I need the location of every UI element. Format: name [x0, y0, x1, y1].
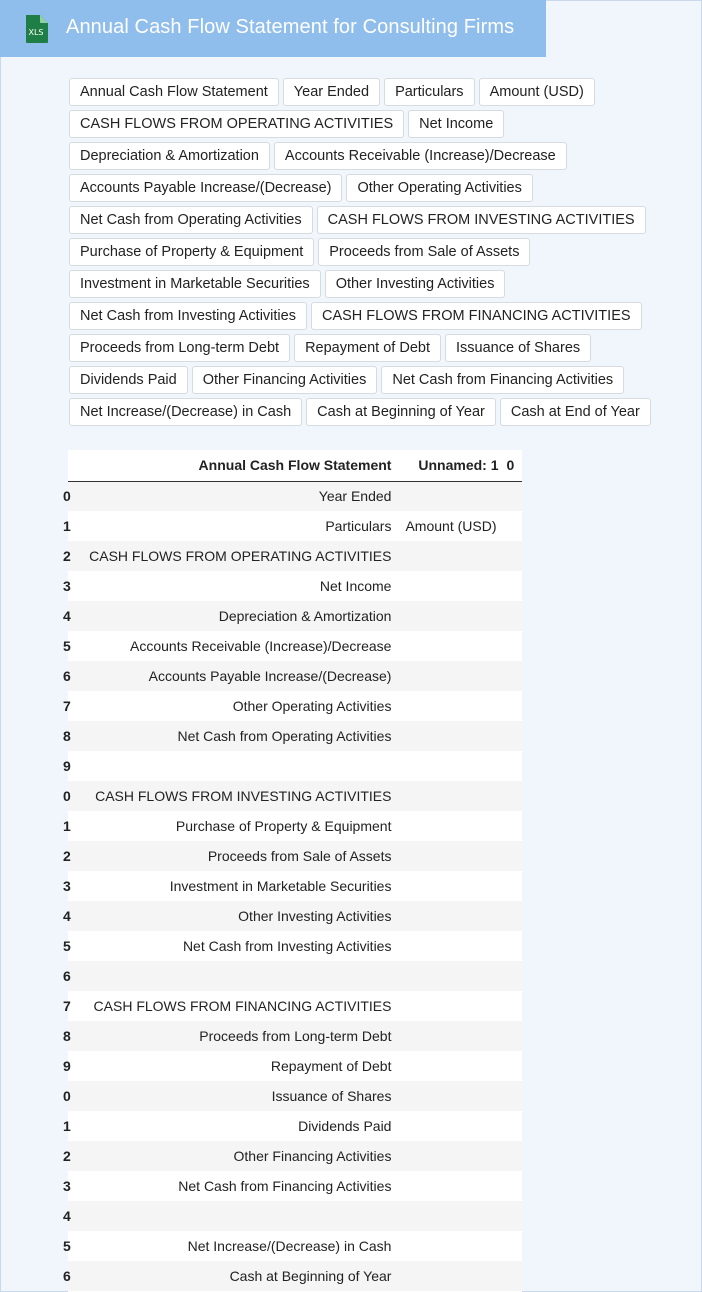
row-unnamed-cell: [397, 661, 502, 691]
row-unnamed-cell: [397, 721, 502, 751]
row-unnamed-cell: [397, 991, 502, 1021]
row-label-cell: Purchase of Property & Equipment: [76, 811, 398, 841]
row-zero-cell: [503, 1051, 523, 1081]
column-chip[interactable]: Annual Cash Flow Statement: [69, 78, 279, 106]
row-index-cell: [63, 721, 76, 751]
row-index-cell: [63, 541, 76, 571]
column-chip[interactable]: CASH FLOWS FROM INVESTING ACTIVITIES: [317, 206, 646, 234]
row-unnamed-cell: [397, 811, 502, 841]
row-unnamed-cell: [397, 1051, 502, 1081]
row-index: 2: [63, 848, 71, 864]
app-header: [0, 0, 546, 57]
row-index-cell: [63, 811, 76, 841]
column-chip[interactable]: Year Ended: [283, 78, 380, 106]
row-index-cell: [63, 1261, 76, 1291]
row-index-cell: [63, 661, 76, 691]
row-index-cell: [63, 1231, 76, 1261]
table-row: [68, 811, 522, 841]
row-index: 6: [63, 668, 71, 684]
excel-icon-label: XLS: [28, 28, 44, 37]
table-row: [68, 721, 522, 751]
row-index-cell: [63, 691, 76, 721]
row-zero-cell: [503, 931, 523, 961]
row-zero-cell: [503, 1021, 523, 1051]
table-row: [68, 1051, 522, 1081]
table-row: [68, 661, 522, 691]
row-zero-cell: [503, 901, 523, 931]
row-zero-cell: [503, 481, 523, 511]
row-index: 8: [63, 1028, 71, 1044]
row-unnamed-cell: [397, 571, 502, 601]
row-unnamed-cell: [397, 1021, 502, 1051]
row-label-cell: Depreciation & Amortization: [76, 601, 398, 631]
row-label-cell: Other Investing Activities: [76, 901, 398, 931]
row-index-cell: [63, 1171, 76, 1201]
row-unnamed-cell: [397, 1231, 502, 1261]
column-chip[interactable]: Depreciation & Amortization: [69, 142, 270, 170]
row-zero-cell: [503, 1261, 523, 1291]
row-label-cell: Particulars: [76, 511, 398, 541]
row-label-cell: [76, 751, 398, 781]
row-label-cell: Other Operating Activities: [76, 691, 398, 721]
row-unnamed-cell: [397, 481, 502, 511]
row-label-cell: Year Ended: [76, 481, 398, 511]
row-zero-cell: [503, 1111, 523, 1141]
row-zero-cell: [503, 721, 523, 751]
row-label-cell: [76, 1201, 398, 1231]
row-label-cell: Proceeds from Long-term Debt: [76, 1021, 398, 1051]
row-index-cell: [63, 781, 76, 811]
row-unnamed-cell: [397, 1171, 502, 1201]
row-unnamed-cell: [397, 1081, 502, 1111]
row-index: 5: [63, 1238, 71, 1254]
row-zero-cell: [503, 991, 523, 1021]
column-header-zero: 0: [503, 450, 523, 481]
row-unnamed-cell: [397, 901, 502, 931]
table-row: [68, 1081, 522, 1111]
row-unnamed-cell: [397, 781, 502, 811]
row-unnamed-cell: [397, 1201, 502, 1231]
row-unnamed-cell: [397, 751, 502, 781]
column-chip[interactable]: Purchase of Property & Equipment: [69, 238, 314, 266]
row-unnamed-cell: [397, 871, 502, 901]
column-chip[interactable]: CASH FLOWS FROM FINANCING ACTIVITIES: [311, 302, 642, 330]
column-chip[interactable]: Net Cash from Operating Activities: [69, 206, 313, 234]
row-index: 3: [63, 1178, 71, 1194]
row-index: 0: [63, 1088, 71, 1104]
row-unnamed-cell: [397, 1261, 502, 1291]
row-label-cell: Proceeds from Sale of Assets: [76, 841, 398, 871]
row-index: 3: [63, 878, 71, 894]
row-index-cell: [63, 751, 76, 781]
table-row: [68, 1171, 522, 1201]
row-zero-cell: [503, 571, 523, 601]
row-unnamed-cell: [397, 931, 502, 961]
table-row: [68, 1261, 522, 1291]
row-label-cell: Accounts Payable Increase/(Decrease): [76, 661, 398, 691]
row-index-cell: [63, 841, 76, 871]
column-header-name: Annual Cash Flow Statement: [76, 450, 398, 481]
column-chip[interactable]: Issuance of Shares: [445, 334, 591, 362]
row-unnamed-cell: [397, 961, 502, 991]
row-index: 4: [63, 908, 71, 924]
data-table-container: [63, 450, 522, 1292]
table-row: [68, 481, 522, 511]
row-zero-cell: [503, 781, 523, 811]
column-chip[interactable]: Cash at End of Year: [500, 398, 651, 426]
row-label-cell: CASH FLOWS FROM FINANCING ACTIVITIES: [76, 991, 398, 1021]
table-row: [68, 1201, 522, 1231]
page-title: Annual Cash Flow Statement for Consulting Firms: [66, 16, 515, 38]
table-row: [68, 871, 522, 901]
row-index: 4: [63, 608, 71, 624]
row-index-cell: [63, 931, 76, 961]
table-row: [68, 511, 522, 541]
row-zero-cell: [503, 601, 523, 631]
column-chip[interactable]: Amount (USD): [479, 78, 595, 106]
table-row: [68, 781, 522, 811]
row-unnamed-cell: [397, 541, 502, 571]
table-row: [68, 1111, 522, 1141]
row-label-cell: Issuance of Shares: [76, 1081, 398, 1111]
row-label-cell: Repayment of Debt: [76, 1051, 398, 1081]
row-label-cell: Net Cash from Investing Activities: [76, 931, 398, 961]
row-index-cell: [63, 1201, 76, 1231]
row-index: 5: [63, 938, 71, 954]
table-row: [68, 961, 522, 991]
row-index-cell: [63, 1141, 76, 1171]
row-unnamed-cell: Amount (USD): [397, 511, 502, 541]
row-index-cell: [63, 871, 76, 901]
row-label-cell: Net Cash from Financing Activities: [76, 1171, 398, 1201]
column-chip[interactable]: Proceeds from Long-term Debt: [69, 334, 290, 362]
excel-file-icon: [22, 14, 50, 44]
column-chip[interactable]: Particulars: [384, 78, 475, 106]
row-index-cell: [63, 511, 76, 541]
column-chip[interactable]: Accounts Payable Increase/(Decrease): [69, 174, 342, 202]
row-label-cell: Net Cash from Operating Activities: [76, 721, 398, 751]
row-label-cell: CASH FLOWS FROM INVESTING ACTIVITIES: [76, 781, 398, 811]
table-row: [68, 841, 522, 871]
table-row: [68, 691, 522, 721]
row-zero-cell: [503, 751, 523, 781]
column-chip[interactable]: Dividends Paid: [69, 366, 188, 394]
table-row: [68, 901, 522, 931]
row-unnamed-cell: [397, 631, 502, 661]
row-index-cell: [63, 901, 76, 931]
row-index-cell: [63, 571, 76, 601]
row-index: 1: [63, 818, 71, 834]
row-index: 2: [63, 1148, 71, 1164]
row-label-cell: Net Increase/(Decrease) in Cash: [76, 1231, 398, 1261]
row-index: 4: [63, 1208, 71, 1224]
table-row: [68, 601, 522, 631]
row-index: 8: [63, 728, 71, 744]
table-row: [68, 1021, 522, 1051]
row-zero-cell: [503, 841, 523, 871]
table-row: [68, 931, 522, 961]
row-index-cell: [63, 1111, 76, 1141]
row-label-cell: Investment in Marketable Securities: [76, 871, 398, 901]
table-row: [68, 751, 522, 781]
row-index-cell: [63, 481, 76, 511]
row-zero-cell: [503, 1081, 523, 1111]
row-index: 6: [63, 1268, 71, 1284]
row-index: 9: [63, 1058, 71, 1074]
column-chip[interactable]: Repayment of Debt: [294, 334, 441, 362]
row-zero-cell: [503, 541, 523, 571]
row-zero-cell: [503, 1201, 523, 1231]
table-row: [68, 541, 522, 571]
row-index-cell: [63, 601, 76, 631]
row-unnamed-cell: [397, 1111, 502, 1141]
row-label-cell: Dividends Paid: [76, 1111, 398, 1141]
column-chip-list: [69, 78, 669, 426]
column-chip[interactable]: Other Financing Activities: [192, 366, 378, 394]
row-index: 3: [63, 578, 71, 594]
row-zero-cell: [503, 1171, 523, 1201]
row-zero-cell: [503, 961, 523, 991]
row-label-cell: Other Financing Activities: [76, 1141, 398, 1171]
row-zero-cell: [503, 1141, 523, 1171]
row-zero-cell: [503, 1231, 523, 1261]
column-chip[interactable]: Accounts Receivable (Increase)/Decrease: [274, 142, 567, 170]
row-index: 0: [63, 788, 71, 804]
row-index: 9: [63, 758, 71, 774]
row-label-cell: Accounts Receivable (Increase)/Decrease: [76, 631, 398, 661]
column-chip[interactable]: Net Cash from Financing Activities: [381, 366, 624, 394]
column-chip[interactable]: Net Income: [408, 110, 504, 138]
column-chip[interactable]: CASH FLOWS FROM OPERATING ACTIVITIES: [69, 110, 404, 138]
column-header-unnamed: Unnamed: 1: [397, 450, 502, 481]
row-label-cell: Net Income: [76, 571, 398, 601]
row-index: 2: [63, 548, 71, 564]
data-table: [63, 450, 522, 1291]
row-index-cell: [63, 991, 76, 1021]
row-index: 7: [63, 698, 71, 714]
row-index: 1: [63, 1118, 71, 1134]
table-row: [68, 571, 522, 601]
row-zero-cell: [503, 691, 523, 721]
column-chip[interactable]: Other Investing Activities: [325, 270, 506, 298]
row-zero-cell: [503, 631, 523, 661]
row-zero-cell: [503, 871, 523, 901]
row-index: 0: [63, 488, 71, 505]
row-label-cell: Cash at Beginning of Year: [76, 1261, 398, 1291]
table-row: [68, 1141, 522, 1171]
row-unnamed-cell: [397, 601, 502, 631]
row-index-cell: [63, 1021, 76, 1051]
row-index: 1: [63, 518, 71, 534]
row-index-cell: [63, 1051, 76, 1081]
row-index: 7: [63, 998, 71, 1014]
column-chip[interactable]: Cash at Beginning of Year: [306, 398, 496, 426]
row-index-cell: [63, 961, 76, 991]
row-unnamed-cell: [397, 691, 502, 721]
row-zero-cell: [503, 811, 523, 841]
table-header-row: [68, 450, 522, 481]
row-zero-cell: [503, 661, 523, 691]
column-chip[interactable]: Net Increase/(Decrease) in Cash: [69, 398, 302, 426]
table-row: [68, 991, 522, 1021]
table-row: [68, 1231, 522, 1261]
row-index: 6: [63, 968, 71, 984]
row-index: 5: [63, 638, 71, 654]
column-chip[interactable]: Investment in Marketable Securities: [69, 270, 321, 298]
column-chip[interactable]: Proceeds from Sale of Assets: [318, 238, 530, 266]
row-unnamed-cell: [397, 841, 502, 871]
column-header-index: [68, 450, 76, 481]
row-unnamed-cell: [397, 1141, 502, 1171]
column-chip[interactable]: Net Cash from Investing Activities: [69, 302, 307, 330]
row-label-cell: CASH FLOWS FROM OPERATING ACTIVITIES: [76, 541, 398, 571]
column-chip[interactable]: Other Operating Activities: [346, 174, 532, 202]
row-index-cell: [63, 631, 76, 661]
row-label-cell: [76, 961, 398, 991]
row-index-cell: [63, 1081, 76, 1111]
table-row: [68, 631, 522, 661]
row-zero-cell: [503, 511, 523, 541]
